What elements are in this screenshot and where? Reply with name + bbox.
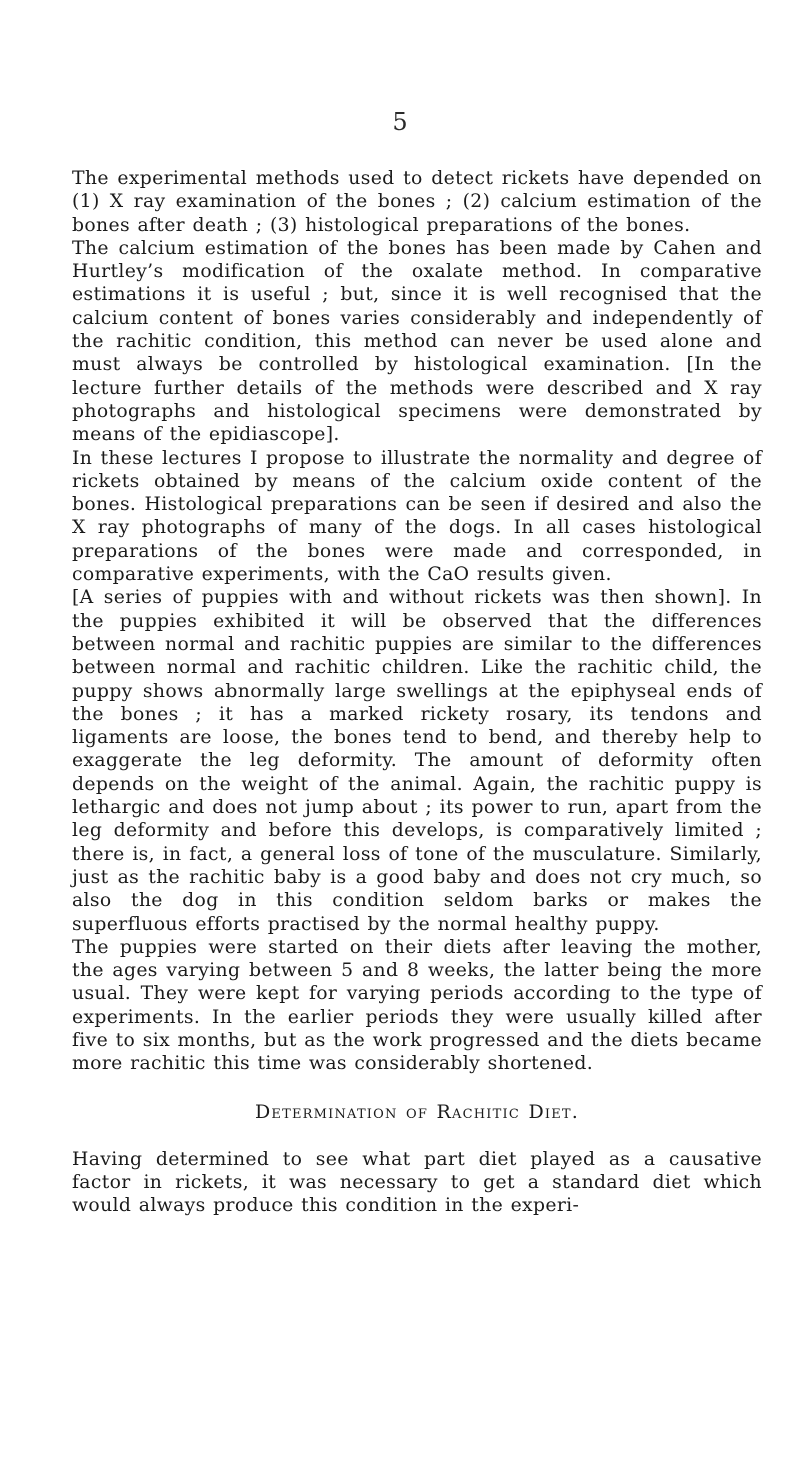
paragraph-puppies-diets: The puppies were started on their diets after leaving the mother, the ages varying between 5 and 8 weeks, the latter being the more usual. They were kept for varying periods according to the type of experiments. In the earlier periods they were usually killed after five to six months, but as the work progressed and the diets became more rachitic this time was considerably shortened. (72, 936, 762, 1075)
paragraph-lectures-propose: In these lectures I propose to illustrate the normality and degree of rickets obtained by means of the calcium oxide content of the bones. Histological preparations can be seen if desired and also the X ray photographs of many of the dogs. In all cases histological preparations of the bones were made and corresponded, in comparative experiments, with the CaO results given. (72, 447, 762, 586)
paragraph-experimental-methods: The experimental methods used to detect rickets have depended on (1) X ray examination of the bones ; (2) calcium estimation of the bones after death ; (3) histological preparations of the bones. (72, 168, 762, 236)
page-number: 5 (392, 108, 408, 136)
paragraph-determining-diet: Having determined to see what part diet played as a causative factor in rickets, it was necessary to get a standard diet which would always produce this condition in the experi- (72, 1148, 762, 1217)
section-heading: Determination of Rachitic Diet. (254, 1100, 580, 1123)
paragraph-calcium-estimation: The calcium estimation of the bones has been made by Cahen and Hurtley’s modification of the oxalate method. In comparative estimations it is useful ; but, since it is well recognised that the calcium content of bones varies considerably and independently of the rachitic condition, this method can never be used alone and must always be controlled by histological examination. [In the lecture further details of the methods were described and X ray photographs and histological specimens were demonstrated by means of the epidiascope]. (72, 237, 762, 446)
paragraph-puppies-shown: [A series of puppies with and without rickets was then shown]. In the puppies exhibited it will be observed that the differences between normal and rachitic puppies are similar to the differences between normal and rachitic children. Like the rachitic child, the puppy shows abnormally large swellings at the epiphyseal ends of the bones ; it has a marked rickety rosary, its tendons and ligaments are loose, the bones tend to bend, and thereby help to exaggerate the leg deformity. The amount of deformity often depends on the weight of the animal. Again, the rachitic puppy is lethargic and does not jump about ; its power to run, apart from the leg deformity and before this develops, is comparatively limited ; there is, in fact, a general loss of tone of the musculature. Similarly, just as the rachitic baby is a good baby and does not cry much, so also the dog in this condition seldom barks or makes the superfluous efforts practised by the normal healthy puppy. (72, 587, 762, 935)
body-text (72, 167, 762, 1217)
